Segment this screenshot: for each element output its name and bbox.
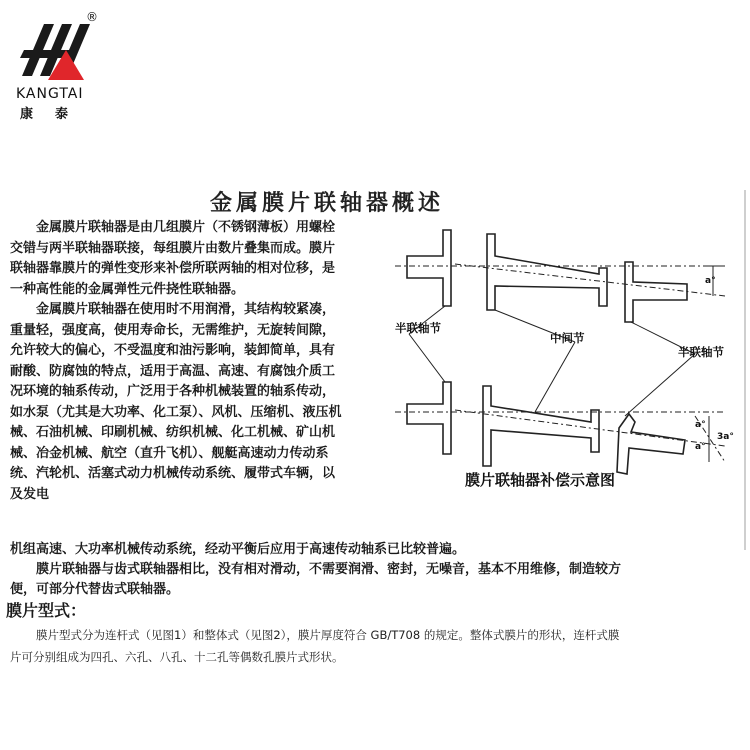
angle-label-bottom-1: a°: [695, 420, 706, 430]
label-half-coupling-left: 半联轴节: [395, 321, 441, 335]
paragraph-2: 金属膜片联轴器在使用时不用润滑，其结构较紧凑，重量轻，强度高，使用寿命长，无需维护，无旋转间隙，允许较大的偏心，不受温度和油污影响，装卸简单，具有耐酸、防腐蚀的特点，适用于高温、高速、有腐蚀介质工况环境的轴系传动，广泛用于各种机械装置的轴系传动，如水泵（尤其是大功率、化工泵）、风机、压缩机、液压机械、石油机械、印刷机械、纺织机械、化工机械、矿山机械、冶金机械、航空（直升飞机）、舰艇高速动力传动系统、汽轮机、活塞式动力机械传动系统、履带式车辆，以及发电: [10, 302, 342, 502]
coupling-diagram-drawing: [395, 226, 740, 494]
angle-label-top: a°: [705, 276, 716, 286]
registered-mark: ®: [86, 10, 98, 24]
document-title: 金属膜片联轴器概述: [210, 190, 445, 216]
section-line-2: 片可分别组成为四孔、六孔、八孔、十二孔等偶数孔膜片式形状。: [10, 650, 344, 664]
angle-label-bottom-3: 3a°: [717, 432, 734, 442]
intro-text-column: [10, 218, 342, 505]
paragraph-3-line-2: 便，可部分代替齿式联轴器。: [10, 582, 180, 597]
logo-chinese-text: 康泰: [20, 107, 91, 122]
label-middle-section: 中间节: [550, 331, 585, 345]
section-line-1: 膜片型式分为连杆式（见图1）和整体式（见图2），膜片厚度符合 GB/T708 的规定。整体式膜片的形状，连杆式膜: [36, 628, 620, 642]
angle-label-bottom-2: a°: [695, 442, 706, 452]
logo-brand-text: KANGTAI: [16, 86, 84, 102]
kangtai-logo: [14, 10, 114, 122]
scan-edge-line: [744, 190, 746, 550]
paragraph-3-line-1: 膜片联轴器与齿式联轴器相比，没有相对滑动，不需要润滑、密封，无噪音，基本不用维修，制造较方: [36, 562, 622, 577]
paragraph-1: 金属膜片联轴器是由几组膜片（不锈钢薄板）用螺栓交错与两半联轴器联接，每组膜片由数片叠集而成。膜片联轴器靠膜片的弹性变形来补偿所联两轴的相对位移，是一种高性能的金属弹性元件挠性联轴器。: [10, 220, 336, 297]
label-half-coupling-right: 半联轴节: [678, 345, 724, 359]
section-heading: 膜片型式：: [6, 601, 87, 620]
diagram-caption: 膜片联轴器补偿示意图: [465, 471, 616, 489]
compensation-diagram: [395, 226, 740, 494]
paragraph-2-tail: 机组高速、大功率机械传动系统，经动平衡后应用于高速传动轴系已比较普遍。: [10, 542, 466, 557]
